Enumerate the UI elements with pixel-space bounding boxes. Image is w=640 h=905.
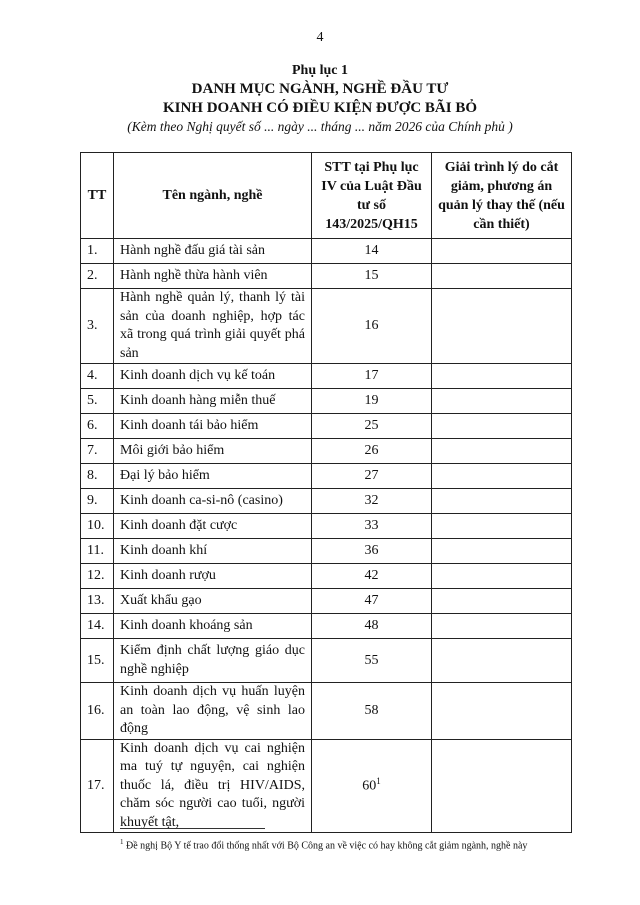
row-tt: 4. bbox=[81, 364, 114, 389]
page-number: 4 bbox=[316, 30, 324, 45]
header-tt: TT bbox=[81, 153, 114, 239]
row-note bbox=[432, 739, 572, 833]
row-name: Kinh doanh khoáng sản bbox=[114, 614, 312, 639]
row-tt: 10. bbox=[81, 514, 114, 539]
row-tt: 12. bbox=[81, 564, 114, 589]
row-stt: 32 bbox=[312, 489, 432, 514]
row-name: Kinh doanh đặt cược bbox=[114, 514, 312, 539]
row-name: Kinh doanh hàng miễn thuế bbox=[114, 389, 312, 414]
row-note bbox=[432, 564, 572, 589]
appendix-heading bbox=[0, 62, 640, 136]
row-note bbox=[432, 364, 572, 389]
row-tt: 2. bbox=[81, 264, 114, 289]
table-row bbox=[81, 539, 572, 564]
row-stt: 25 bbox=[312, 414, 432, 439]
table-row bbox=[81, 639, 572, 683]
footnote-marker: 1 bbox=[120, 838, 124, 846]
row-stt: 15 bbox=[312, 264, 432, 289]
table-row bbox=[81, 489, 572, 514]
row-note bbox=[432, 614, 572, 639]
row-note bbox=[432, 464, 572, 489]
row-stt: 55 bbox=[312, 639, 432, 683]
row-stt: 42 bbox=[312, 564, 432, 589]
row-note bbox=[432, 514, 572, 539]
appendix-subtitle: (Kèm theo Nghị quyết số ... ngày ... tháng ... năm 2026 của Chính phủ ) bbox=[127, 119, 513, 134]
table-row bbox=[81, 589, 572, 614]
table-row bbox=[81, 239, 572, 264]
appendix-title-line-1: DANH MỤC NGÀNH, NGHỀ ĐẦU TƯ bbox=[191, 81, 449, 97]
row-name: Kiểm định chất lượng giáo dục nghề nghiệp bbox=[114, 639, 312, 683]
row-note bbox=[432, 414, 572, 439]
row-tt: 1. bbox=[81, 239, 114, 264]
row-name: Kinh doanh tái bảo hiểm bbox=[114, 414, 312, 439]
row-stt: 17 bbox=[312, 364, 432, 389]
row-tt: 3. bbox=[81, 289, 114, 364]
row-stt: 36 bbox=[312, 539, 432, 564]
table-row bbox=[81, 439, 572, 464]
row-note bbox=[432, 389, 572, 414]
row-note bbox=[432, 439, 572, 464]
row-note bbox=[432, 264, 572, 289]
row-stt: 47 bbox=[312, 589, 432, 614]
table-row bbox=[81, 464, 572, 489]
header-note: Giải trình lý do cắt giảm, phương án quản lý thay thế (nếu cần thiết) bbox=[432, 153, 572, 239]
table-row bbox=[81, 739, 572, 833]
business-lines-table bbox=[80, 152, 572, 833]
row-stt bbox=[312, 739, 432, 833]
row-name: Xuất khẩu gạo bbox=[114, 589, 312, 614]
footnote bbox=[120, 838, 527, 851]
row-name: Hành nghề quản lý, thanh lý tài sản của doanh nghiệp, hợp tác xã trong quá trình giải quyết phá sản bbox=[114, 289, 312, 364]
row-stt: 48 bbox=[312, 614, 432, 639]
table-row bbox=[81, 683, 572, 740]
row-name: Kinh doanh rượu bbox=[114, 564, 312, 589]
row-name: Môi giới bảo hiểm bbox=[114, 439, 312, 464]
footnote-text: Đề nghị Bộ Y tế trao đổi thống nhất với Bộ Công an về việc có hay không cắt giảm ngành, nghề này bbox=[126, 840, 528, 852]
row-tt: 6. bbox=[81, 414, 114, 439]
row-tt: 13. bbox=[81, 589, 114, 614]
row-stt-value: 60 bbox=[362, 779, 377, 795]
row-tt: 5. bbox=[81, 389, 114, 414]
footnote-separator bbox=[120, 828, 265, 829]
row-tt: 9. bbox=[81, 489, 114, 514]
row-stt: 16 bbox=[312, 289, 432, 364]
row-note bbox=[432, 683, 572, 740]
row-name: Kinh doanh khí bbox=[114, 539, 312, 564]
appendix-title-line-2: KINH DOANH CÓ ĐIỀU KIỆN ĐƯỢC BÃI BỎ bbox=[162, 100, 478, 116]
table-row bbox=[81, 514, 572, 539]
row-note bbox=[432, 589, 572, 614]
row-note bbox=[432, 289, 572, 364]
table-row bbox=[81, 364, 572, 389]
row-stt: 26 bbox=[312, 439, 432, 464]
row-stt: 14 bbox=[312, 239, 432, 264]
row-note bbox=[432, 639, 572, 683]
table-row bbox=[81, 289, 572, 364]
footnote-reference: 1 bbox=[376, 776, 381, 787]
row-stt: 27 bbox=[312, 464, 432, 489]
table-row bbox=[81, 564, 572, 589]
row-name: Đại lý bảo hiểm bbox=[114, 464, 312, 489]
row-tt: 16. bbox=[81, 683, 114, 740]
row-stt: 33 bbox=[312, 514, 432, 539]
row-stt: 19 bbox=[312, 389, 432, 414]
row-tt: 14. bbox=[81, 614, 114, 639]
table-row bbox=[81, 414, 572, 439]
appendix-label: Phụ lục 1 bbox=[291, 63, 348, 78]
table-row bbox=[81, 264, 572, 289]
row-tt: 7. bbox=[81, 439, 114, 464]
table-row bbox=[81, 614, 572, 639]
row-tt: 11. bbox=[81, 539, 114, 564]
row-name: Hành nghề thừa hành viên bbox=[114, 264, 312, 289]
row-stt: 58 bbox=[312, 683, 432, 740]
row-name: Kinh doanh dịch vụ kế toán bbox=[114, 364, 312, 389]
row-name: Kinh doanh dịch vụ huấn luyện an toàn lao động, vệ sinh lao động bbox=[114, 683, 312, 740]
row-name: Kinh doanh ca-si-nô (casino) bbox=[114, 489, 312, 514]
header-stt: STT tại Phụ lục IV của Luật Đầu tư số 143/2025/QH15 bbox=[312, 153, 432, 239]
row-tt: 8. bbox=[81, 464, 114, 489]
row-tt: 15. bbox=[81, 639, 114, 683]
table-row bbox=[81, 389, 572, 414]
row-tt: 17. bbox=[81, 739, 114, 833]
table-header-row bbox=[81, 153, 572, 239]
row-note bbox=[432, 239, 572, 264]
row-name: Kinh doanh dịch vụ cai nghiện ma tuý tự nguyện, cai nghiện thuốc lá, điều trị HIV/AIDS, chăm sóc người cao tuổi, người khuyết tật, bbox=[114, 739, 312, 833]
header-name: Tên ngành, nghề bbox=[114, 153, 312, 239]
row-name: Hành nghề đấu giá tài sản bbox=[114, 239, 312, 264]
row-note bbox=[432, 539, 572, 564]
row-note bbox=[432, 489, 572, 514]
